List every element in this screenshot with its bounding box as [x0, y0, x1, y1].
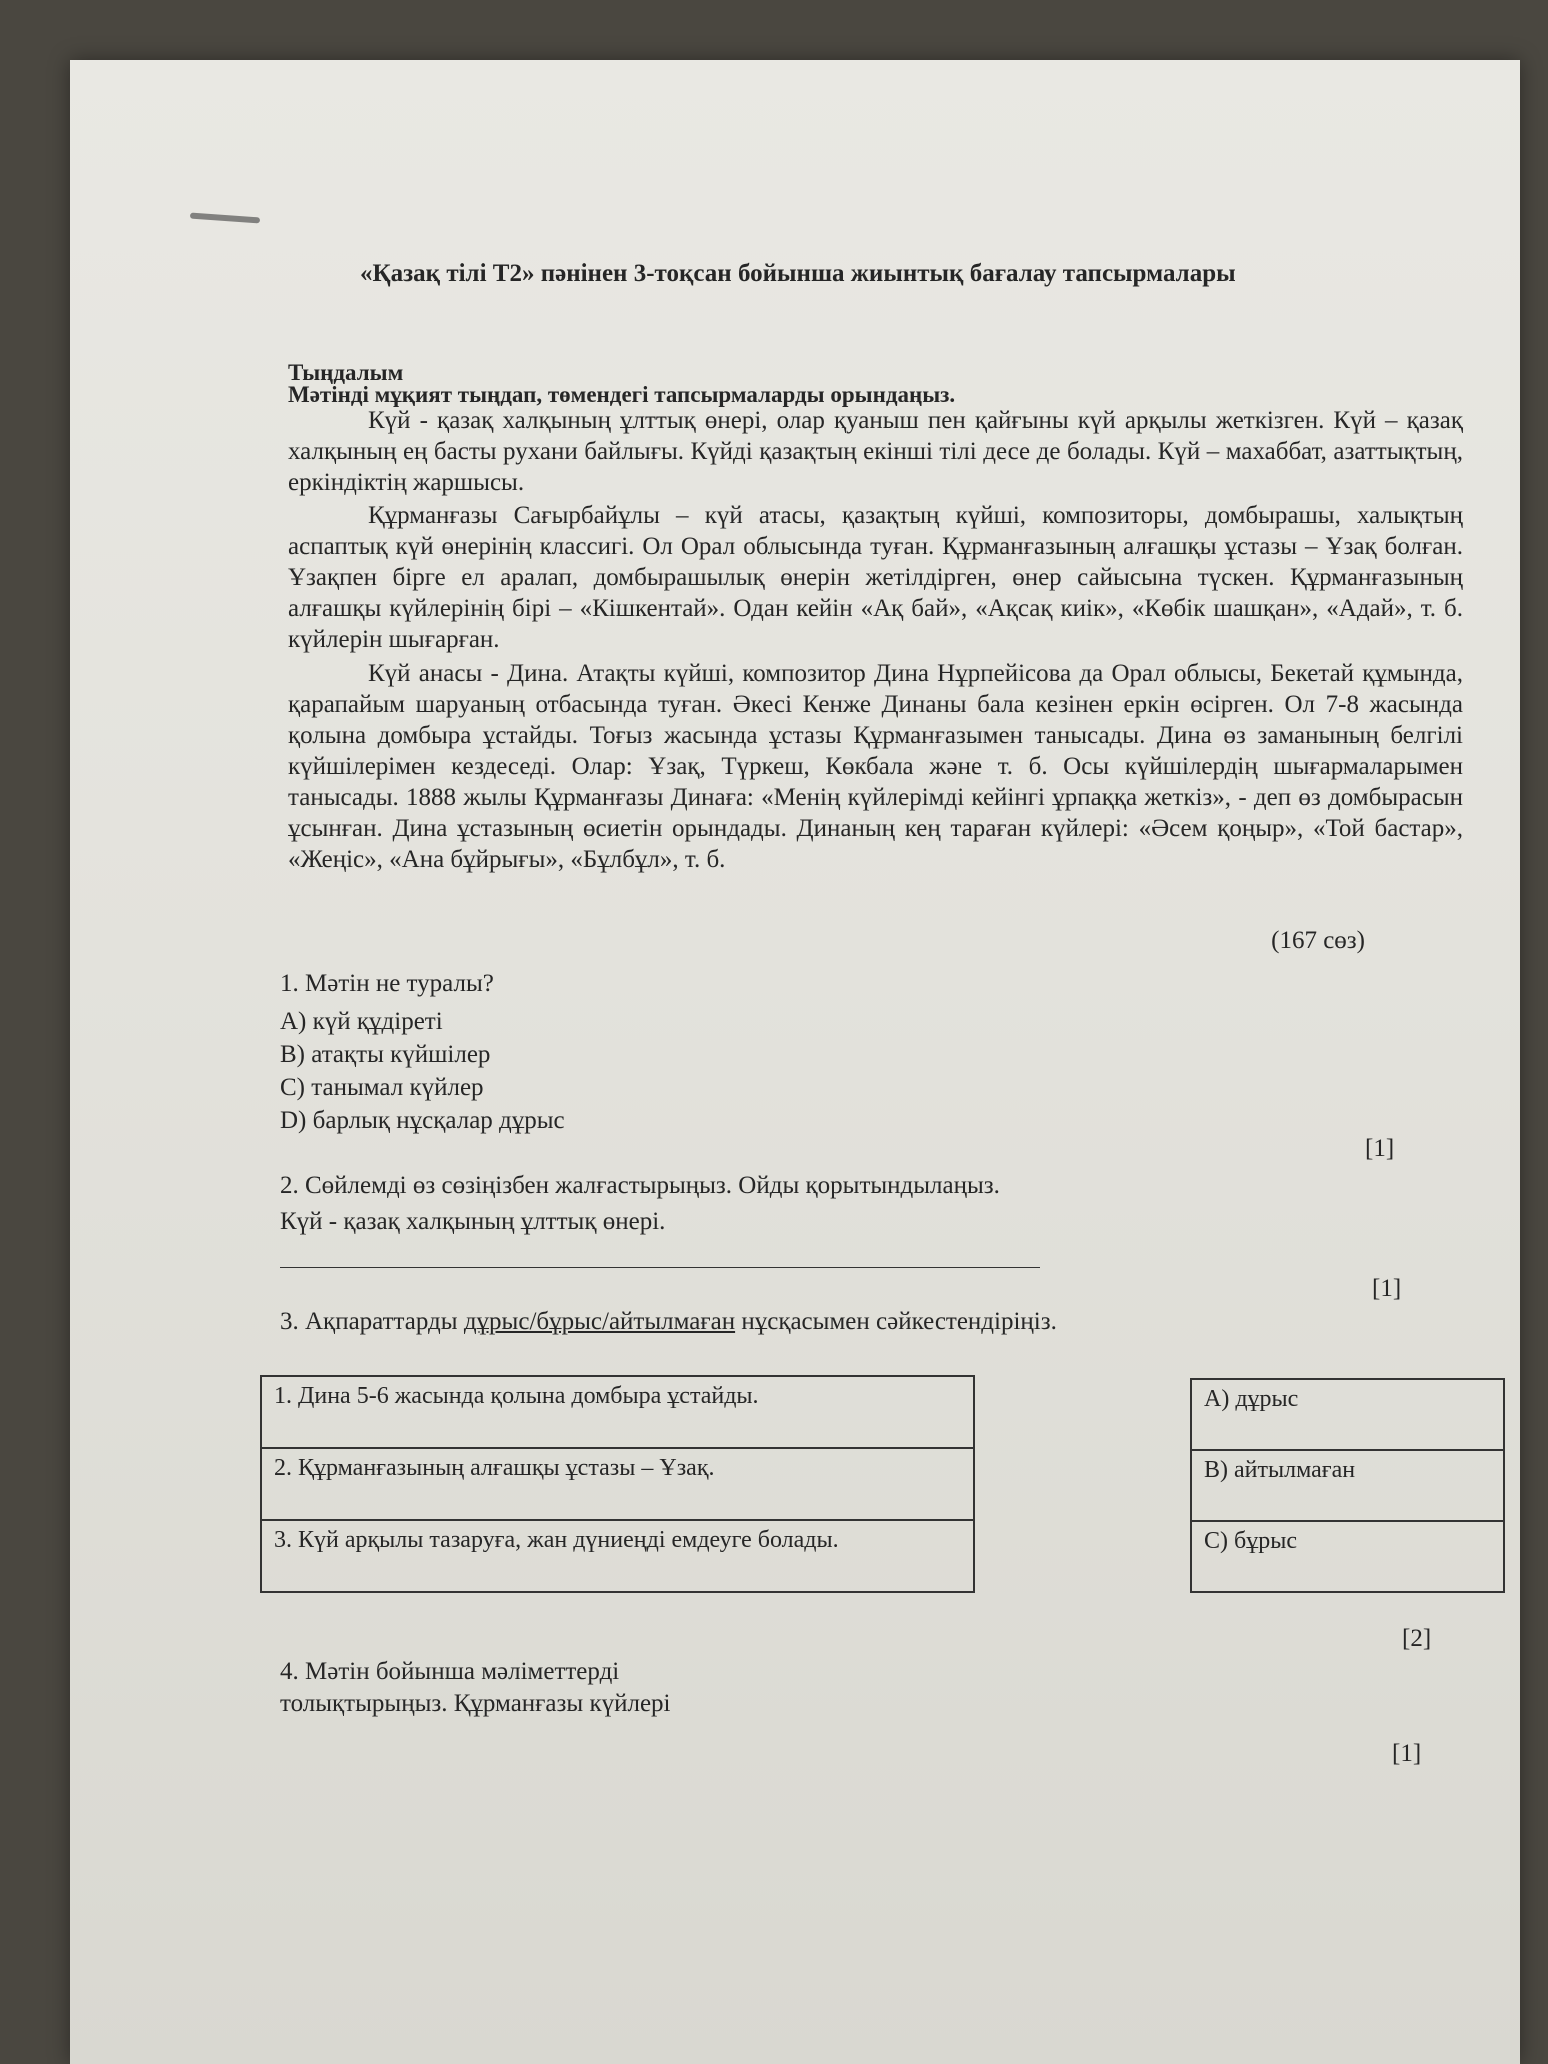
- statement-3: 3. Күй арқылы тазаруға, жан дүниеңді емдеуге болады.: [261, 1520, 974, 1592]
- q1-score: [1]: [1365, 1135, 1395, 1162]
- instruction-heading: Мәтінді мұқият тыңдап, төмендегі тапсырмаларды орындаңыз.: [288, 382, 956, 407]
- q2-score: [1]: [1372, 1275, 1402, 1302]
- q4-score: [1]: [1392, 1740, 1422, 1767]
- question-1: 1. Мәтін не туралы?: [280, 970, 494, 997]
- answer-b[interactable]: B) айтылмаған: [1191, 1450, 1504, 1521]
- paragraph-3: Күй анасы - Дина. Атақты күйші, композитор Дина Нұрпейісова да Орал облысы, Бекетай құмында, қарапайым шаруаның отбасында туған. Әкесі Кенже Динаны бала кезінен еркін өсірген. Ол 7-8 жасында қолына домбыра ұстайды. Тоғыз жасында ұстазы Құрманғазымен танысады. Дина өз заманының белгілі күйшілерімен кездеседі. Олар: Ұзақ, Түркеш, Көкбала және т. б. Осы күйшілердің шығармаларымен танысады. 1888 жылы Құрманғазы Динаға: «Менің күйлерімді кейінгі ұрпаққа жеткіз», - деп өз домбырасын ұсынған. Дина ұстазының өсиетін орындады. Динаның кең тараған күйлері: «Әсем қоңыр», «Той бастар», «Жеңіс», «Ана бұйрығы», «Бұлбұл», т. б.: [288, 660, 1463, 873]
- statements-table: [260, 1375, 975, 1593]
- statement-1: 1. Дина 5-6 жасында қолына домбыра ұстайды.: [261, 1376, 974, 1448]
- word-count: (167 сөз): [1271, 927, 1365, 954]
- option-a[interactable]: A) күй құдіреті: [280, 1008, 443, 1035]
- question-2: 2. Сөйлемді өз сөзіңізбен жалғастырыңыз. Ойды қорытындылаңыз.: [280, 1172, 1000, 1199]
- pen-mark: [190, 213, 260, 224]
- question-1-options: [280, 1005, 565, 1137]
- answers-table: [1190, 1378, 1505, 1593]
- page-title: «Қазақ тілі Т2» пәнінен 3-тоқсан бойынша жиынтық бағалау тапсырмалары: [360, 260, 1236, 287]
- question-4-line-1: 4. Мәтін бойынша мәліметтерді: [280, 1658, 620, 1685]
- option-c[interactable]: C) танымал күйлер: [280, 1074, 484, 1101]
- answer-a[interactable]: A) дұрыс: [1191, 1379, 1504, 1450]
- option-d[interactable]: D) барлық нұсқалар дұрыс: [280, 1107, 565, 1134]
- question-2-prompt: Күй - қазақ халқының ұлттық өнері.: [280, 1208, 666, 1235]
- q3-score: [2]: [1402, 1625, 1432, 1652]
- paragraph-1: Күй - қазақ халқының ұлттық өнері, олар қуаныш пен қайғыны күй арқылы жеткізген. Күй – қазақ халқының ең басты рухани байлығы. Күйді қазақтың екінші тілі десе де болады. Күй – махаббат, азаттықтың, еркіндіктің жаршысы.: [288, 407, 1463, 496]
- worksheet-page: [70, 60, 1520, 2064]
- option-b[interactable]: B) атақты күйшілер: [280, 1041, 491, 1068]
- paragraph-2: Құрманғазы Сағырбайұлы – күй атасы, қазақтың күйші, композиторы, домбырашы, халықтың аспаптық күй өнерінің классигі. Ол Орал облысында туған. Құрманғазының алғашқы ұстазы – Ұзақ болған. Ұзақпен бірге ел аралап, домбырашылық өнерін жетілдірген, өнер сайысына түскен. Құрманғазының алғашқы күйлерінің бірі – «Кішкентай». Одан кейін «Ақ бай», «Ақсақ киік», «Көбік шашқан», «Адай», т. б. күйлерін шығарған.: [288, 502, 1463, 653]
- statement-2: 2. Құрманғазының алғашқы ұстазы – Ұзақ.: [261, 1448, 974, 1520]
- answer-c[interactable]: C) бұрыс: [1191, 1521, 1504, 1592]
- question-3: 3. Ақпараттарды дұрыс/бұрыс/айтылмаған нұсқасымен сәйкестендіріңіз.: [280, 1308, 1057, 1335]
- question-4-line-2: толықтырыңыз. Құрманғазы күйлері: [280, 1690, 671, 1717]
- section-heading: Тыңдалым: [288, 360, 404, 385]
- answer-line[interactable]: [280, 1267, 1040, 1268]
